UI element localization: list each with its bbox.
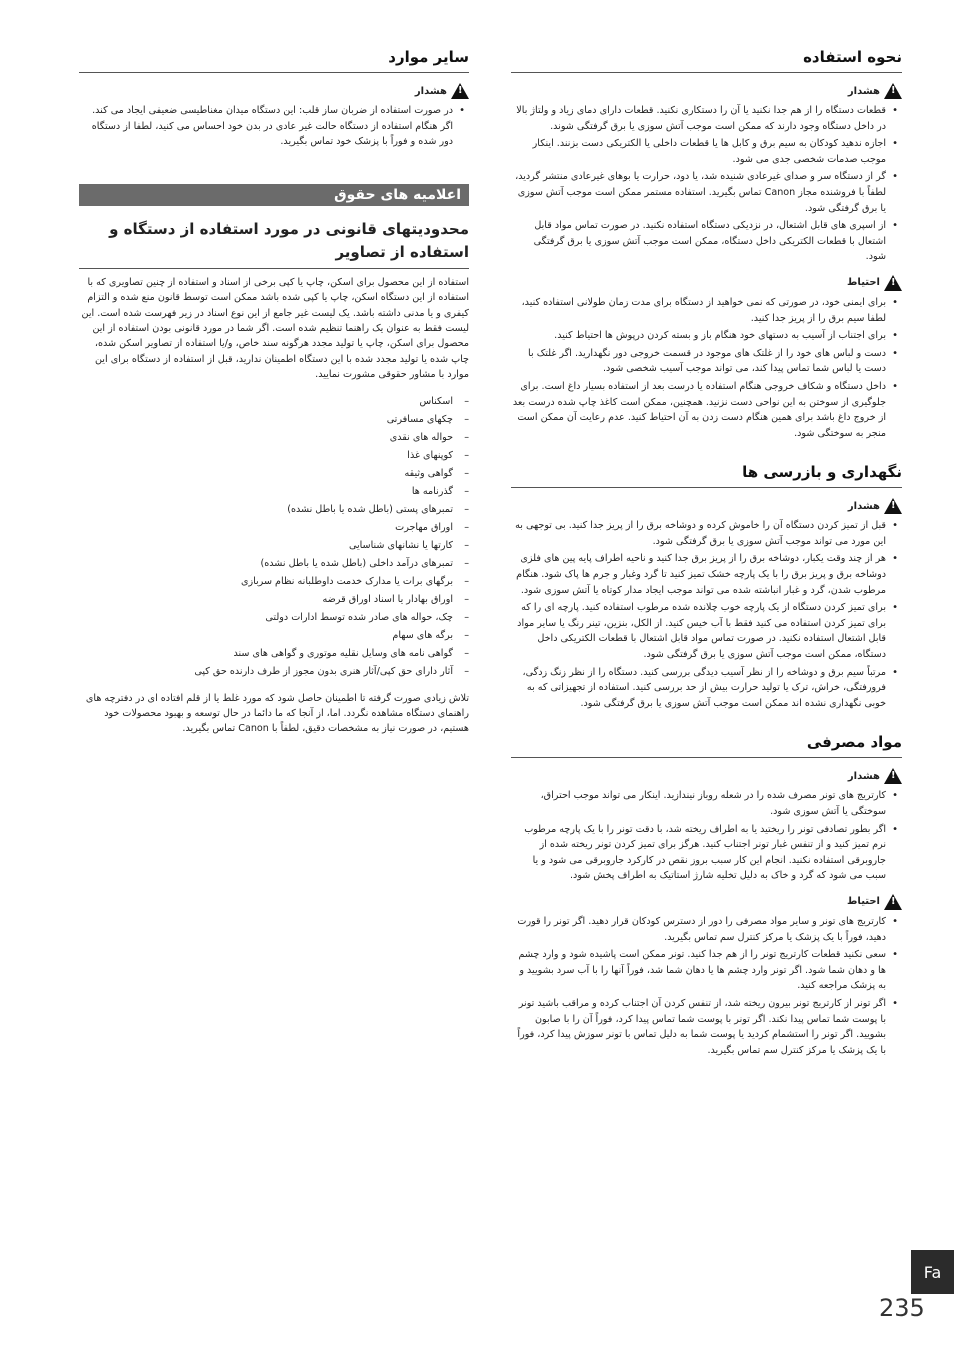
- list-item: • مرتباً سیم برق و دوشاخه را از نظر آسیب دیدگی بررسی کنید. دستگاه را از نظر زنگ زدگی، فرورفتگی، خراش، ترک یا تولید حرارت بیش از حد بررسی کنید. استفاده از تجهیزاتی که به خوبی نگهداری نشده اند ممکن است موجب آتش سوزی یا برق گرفتگی شود.: [511, 665, 886, 712]
- list-item: • هر از چند وقت یکبار، دوشاخه برق را از پریز برق جدا کنید و ناحیه اطراف پایه پین های فلزی دوشاخه برق و پریز برق را با یک پارچه خشک تمیز کنید تا گرد وغبار و جرم ها پاک شود. هنگام مرطوب شدن، گرد و غبار انباشته شده می تواند موجب ایجاد مدار کوتاه یا آتش سوزی شود.: [511, 551, 886, 598]
- caution-label: ! احتیاط: [511, 275, 902, 291]
- section-title: مواد مصرفی: [511, 733, 902, 758]
- legal-title: محدودیتهای قانونی در مورد استفاده از دستگاه و استفاده از تصاویر: [79, 218, 469, 269]
- list-item: – گذرنامه ها: [79, 483, 453, 501]
- section-legal: [79, 184, 469, 737]
- warning-icon: [884, 768, 902, 784]
- caution-label: ! احتیاط: [511, 894, 902, 910]
- warning-list: [511, 788, 902, 884]
- caution-icon: [884, 275, 902, 291]
- list-item: – حواله های نقدی: [79, 429, 453, 447]
- list-item: – تمبرهای درآمد داخلی (باطل شده یا باطل نشده): [79, 555, 453, 573]
- warning-icon: [451, 83, 469, 99]
- legal-list: [79, 393, 469, 681]
- section-consumables: [511, 733, 902, 1058]
- warning-icon: [884, 83, 902, 99]
- warning-list: [511, 103, 902, 265]
- warning-label: ! هشدار: [511, 83, 902, 99]
- list-item: – آثار دارای حق کپی/آثار هنری بدون مجوز از طرف دارنده حق کپی: [79, 663, 453, 681]
- warning-list: [79, 103, 469, 150]
- left-column: [79, 48, 469, 747]
- list-item: – برگه های سهام: [79, 627, 453, 645]
- list-item: – اوراق بهادار یا اسناد اوراق قرضه: [79, 591, 453, 609]
- language-tab: Fa: [911, 1250, 954, 1294]
- closing-paragraph: تلاش زیادی صورت گرفته تا اطمینان حاصل شود که مورد غلط یا از قلم افتاده ای در دفترچه های راهنمای دستگاه مشاهده نگردد. اما، از آنجا که ما دائما در حال توسعه و بهبود محصولات خود هستیم، در صورت نیاز به مشخصات دقیق، لطفاً با Canon تماس بگیرید.: [85, 692, 469, 735]
- right-column: [511, 48, 902, 1060]
- legal-paragraph: استفاده از این محصول برای اسکن، چاپ یا کپی برخی از اسناد و استفاده از چنین تصاویری که با استفاده از این دستگاه اسکن، چاپ یا کپی شده باشد ممکن است توسط قانون منع شده و التزام کیفری و یا مدنی داشته باشد. یک لیست غیر جامع از این نوع اسناد در زیر فهرست شده است. این لیست فقط به عنوان یک راهنما تنظیم شده است. اگر شما در مورد قانونی بودن استفاده از این محصول برای اسکن، چاپ یا تولید مجدد هرگونه سند خاص، و/یا استفاده از تصاویر اسکن شده، چاپ شده یا تولید مجدد شده با این دستگاه اطمینان ندارید، قبل از استفاده از دستگاه برای این موارد با مشاور حقوقی مشورت نمایید.: [81, 276, 469, 381]
- warning-list: [511, 518, 902, 711]
- list-item: – برگهای برات یا مدارک خدمت داوطلبانه نظام سربازی: [79, 573, 453, 591]
- list-item: • اگر تونر از کارتریج تونر بیرون ریخته شد، از تنفس کردن آن اجتناب کرده و مراقب باشید تونر با پوست شما تماس پیدا نکند. اگر تونر با پوست شما تماس پیدا کرد، فوراً آن را با صابون بشویید. اگر تونر را استشمام کردید یا پوست شما به دلیل تماس با تونر سوزش پیدا کرد، فوراً با یک پزشک یا مرکز کنترل سم تماس بگیرید.: [511, 996, 886, 1058]
- legal-notices-band: اعلامیه های حقوق: [79, 184, 469, 206]
- list-item: – گواهی نامه های وسایل نقلیه موتوری و گواهی های سند: [79, 645, 453, 663]
- list-item: • برای تمیز کردن دستگاه از یک پارچه خوب چلانده شده مرطوب استفاده کنید. پارچه ای را که برای تمیز کردن استفاده می کنید فقط با آب خیس کنید. از الکل، بنزین، تینر رنگ یا سایر مواد قابل اشتعال استفاده نکنید. در صورت تماس مواد قابل اشتعال با قطعات الکتریکی داخل دستگاه، ممکن است موجب آتش سوزی یا برق گرفتگی شود.: [511, 600, 886, 662]
- page-number: 235: [879, 1294, 925, 1322]
- caution-list: [511, 295, 902, 441]
- list-item: – اسکناس: [79, 393, 453, 411]
- list-item: • قطعات دستگاه را از هم جدا نکنید یا آن را دستکاری نکنید. قطعات دارای دمای زیاد و ولتاژ بالا در داخل دستگاه وجود دارند که ممکن است موجب آتش سوزی یا برق گرفتگی شوند.: [511, 103, 886, 134]
- section-usage: [511, 48, 902, 441]
- list-item: • اجازه ندهید کودکان به سیم برق و کابل ها یا قطعات داخلی یا الکتریکی دست بزنند. اینکار موجب صدمات شخصی جدی می شود.: [511, 136, 886, 167]
- list-item: • از اسپری های قابل اشتعال، در نزدیکی دستگاه استفاده نکنید. در صورت تماس مواد قابل اشتعال با قطعات الکتریکی داخل دستگاه، ممکن است موجب آتش سوزی یا برق گرفتگی شود.: [511, 218, 886, 265]
- list-item: • داخل دستگاه و شکاف خروجی هنگام استفاده یا درست بعد از استفاده بسیار داغ است. برای جلوگیری از سوختن به این نواحی دست نزنید. همچنین، ممکن است کاغذ چاپ شده درست بعد از خروج داغ باشد برای همین هنگام دست زدن به آن احتیاط کنید. عدم رعایت آن ممکن است منجر به سوختگی شود.: [511, 379, 886, 441]
- section-title: نحوه استفاده: [511, 48, 902, 73]
- list-item: • دست و لباس های خود را از غلتک های موجود در قسمت خروجی دور نگهدارید. اگر غلتک با دست یا لباس شما تماس پیدا کند، می تواند موجب آسیب شخصی شود.: [511, 346, 886, 377]
- list-item: – اوراق مهاجرت: [79, 519, 453, 537]
- list-item: • اگر بطور تصادفی تونر را ریختید یا به اطراف ریخته شد، با دقت تونر را با یک پارچه مرطوب نرم تمیز کنید و از تنفس غبار تونر اجتناب کنید. هرگز برای تمیز کردن تونر ریخته شده از جاروبرقی استفاده نکنید. انجام این کار سبب بروز نقص در کارکرد جاروبرقی می شود و یا سبب می شود که گرد و خاک به دلیل تخلیه شارژ استاتیک به اطراف پخش شود.: [511, 822, 886, 884]
- section-maintenance: [511, 463, 902, 711]
- list-item: – چکهای مسافرتی: [79, 411, 453, 429]
- section-other: [79, 48, 469, 150]
- list-item: • گر از دستگاه سر و صدای غیرعادی شنیده شد، یا دود، حرارت یا بوهای غیرعادی منتشر گردید، لطفاً با فروشنده مجاز Canon تماس بگیرید. استفاده مستمر ممکن است موجب آتش سوزی یا برق گرفتگی شود.: [511, 169, 886, 216]
- list-item: • برای ایمنی خود، در صورتی که نمی خواهید از دستگاه برای مدت زمان طولانی استفاده کنید، لطفا سیم برق را از پریز جدا کنید.: [511, 295, 886, 326]
- list-item: • کارتریج های تونر مصرف شده را در شعله روباز نیندازید. اینکار می تواند موجب احتراق، سوختگی یا آتش سوزی شود.: [511, 788, 886, 819]
- list-item: • برای اجتناب از آسیب به دستهای خود هنگام باز و بسته کردن درپوش ها احتیاط کنید.: [511, 328, 886, 344]
- list-item: • کارتریج های تونر و سایر مواد مصرفی را دور از دسترس کودکان قرار دهید. اگر تونر را قورت دهید، فوراً با یک پزشک یا مرکز کنترل سم تماس بگیرید.: [511, 914, 886, 945]
- caution-icon: [884, 894, 902, 910]
- list-item: – چک، حواله های صادر شده توسط ادارات دولتی: [79, 609, 453, 627]
- caution-list: [511, 914, 902, 1058]
- list-item: • در صورت استفاده از ضربان ساز قلب: این دستگاه میدان مغناطیسی ضعیفی ایجاد می کند. اگر هنگام استفاده از دستگاه حالت غیر عادی در بدن خود احساس می کنید، لطفا از دستگاه دور شده و فوراً با پزشک خود تماس بگیرید.: [79, 103, 453, 150]
- list-item: – کارتها یا نشانهای شناسایی: [79, 537, 453, 555]
- warning-label: ! هشدار: [511, 498, 902, 514]
- warning-label: ! هشدار: [79, 83, 469, 99]
- list-item: – تمبرهای پستی (باطل شده یا باطل نشده): [79, 501, 453, 519]
- warning-label: ! هشدار: [511, 768, 902, 784]
- section-title: نگهداری و بازرسی ها: [511, 463, 902, 488]
- section-title: سایر موارد: [79, 48, 469, 73]
- warning-icon: [884, 498, 902, 514]
- list-item: • سعی نکنید قطعات کارتریج تونر را از هم جدا کنید. تونر ممکن است پاشیده شود و وارد چشم ها و دهان شما شود. اگر تونر وارد چشم ها یا دهان شما شد، فوراً آنها را با آب سرد بشویید و به پزشک مراجعه کنید.: [511, 947, 886, 994]
- list-item: – کوپنهای غذا: [79, 447, 453, 465]
- list-item: • قبل از تمیز کردن دستگاه آن را خاموش کرده و دوشاخه برق را از پریز جدا کنید. بی توجهی به این مورد می تواند موجب آتش سوزی یا برق گرفتگی شود.: [511, 518, 886, 549]
- list-item: – گواهی وثیقه: [79, 465, 453, 483]
